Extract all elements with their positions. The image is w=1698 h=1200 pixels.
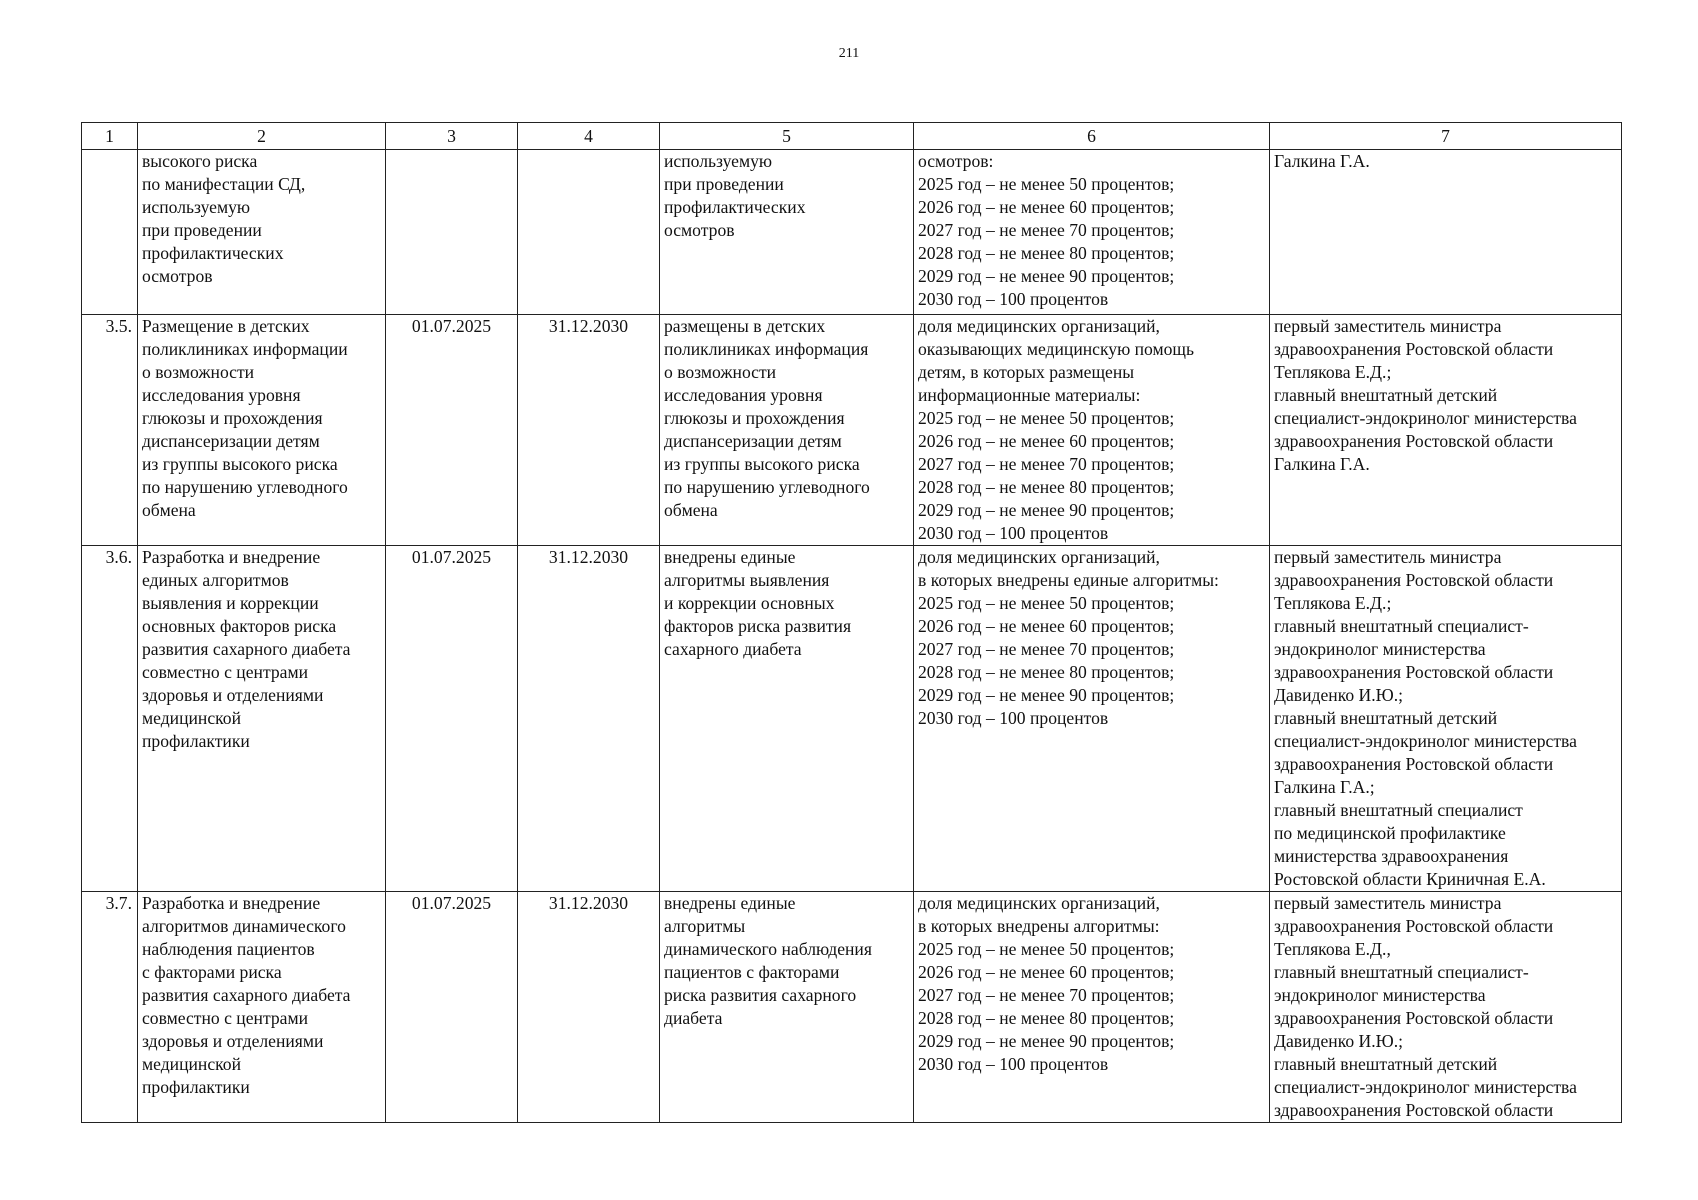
text-line: совместно с центрами (142, 662, 309, 682)
text-line: исследования уровня (142, 385, 301, 405)
text-line: при проведении (664, 174, 784, 194)
text-line: факторов риска развития (664, 616, 852, 636)
text-line: специалист-эндокринолог министерства (1274, 1077, 1577, 1097)
text-line: используемую (664, 151, 773, 171)
text-line: профилактических (142, 243, 284, 263)
text-line: 2030 год – 100 процентов (918, 708, 1109, 728)
text-line: диабета (664, 1008, 723, 1028)
text-line: высокого риска (142, 151, 258, 171)
text-line: здравоохранения Ростовской области (1274, 1100, 1554, 1120)
text-line: из группы высокого риска (664, 454, 860, 474)
text-line: 2029 год – не менее 90 процентов; (918, 266, 1175, 286)
column-number: 1 (82, 123, 138, 150)
column-number: 4 (518, 123, 660, 150)
text-line: в которых внедрены алгоритмы: (918, 916, 1160, 936)
text-line: осмотров (142, 266, 213, 286)
text-line: здравоохранения Ростовской области (1274, 916, 1554, 936)
text-line: 2027 год – не менее 70 процентов; (918, 220, 1175, 240)
indicator-cell (914, 892, 1270, 1123)
text-line: Галкина Г.А. (1274, 151, 1370, 171)
text-line: 2028 год – не менее 80 процентов; (918, 243, 1175, 263)
table-row (82, 315, 1622, 546)
text-line: доля медицинских организаций, (918, 893, 1160, 913)
text-line: 2026 год – не менее 60 процентов; (918, 197, 1175, 217)
text-line: пациентов с факторами (664, 962, 840, 982)
text-line: оказывающих медицинскую помощь (918, 339, 1194, 359)
text-line: 2028 год – не менее 80 процентов; (918, 477, 1175, 497)
text-line: 2025 год – не менее 50 процентов; (918, 174, 1175, 194)
item-number (82, 150, 138, 315)
text-line: первый заместитель министра (1274, 893, 1502, 913)
text-line: развития сахарного диабета (142, 985, 351, 1005)
text-line: 2030 год – 100 процентов (918, 1054, 1109, 1074)
text-line: 2027 год – не менее 70 процентов; (918, 985, 1175, 1005)
text-line: профилактики (142, 1077, 250, 1097)
text-line: при проведении (142, 220, 262, 240)
responsible-cell (1270, 315, 1622, 546)
text-line: 2029 год – не менее 90 процентов; (918, 500, 1175, 520)
indicator-cell (914, 150, 1270, 315)
column-number: 6 (914, 123, 1270, 150)
text-line: 2025 год – не менее 50 процентов; (918, 939, 1175, 959)
item-number: 3.5. (82, 315, 138, 546)
text-line: динамического наблюдения (664, 939, 872, 959)
end-date: 31.12.2030 (518, 892, 660, 1123)
text-line: специалист-эндокринолог министерства (1274, 731, 1577, 751)
text-line: здоровья и отделениями (142, 1031, 324, 1051)
text-line: осмотров: (918, 151, 994, 171)
text-line: профилактики (142, 731, 250, 751)
text-line: размещены в детских (664, 316, 826, 336)
text-line: исследования уровня (664, 385, 823, 405)
text-line: алгоритмы (664, 916, 746, 936)
page-number: 211 (838, 46, 860, 61)
column-number: 3 (386, 123, 518, 150)
text-line: главный внештатный детский (1274, 708, 1498, 728)
text-line: наблюдения пациентов (142, 939, 315, 959)
text-line: главный внештатный специалист- (1274, 962, 1529, 982)
text-line: министерства здравоохранения (1274, 846, 1509, 866)
text-line: выявления и коррекции (142, 593, 319, 613)
text-line: главный внештатный детский (1274, 385, 1498, 405)
text-line: Давиденко И.Ю.; (1274, 685, 1404, 705)
column-number: 5 (660, 123, 914, 150)
text-line: 2028 год – не менее 80 процентов; (918, 662, 1175, 682)
text-line: по манифестации СД, (142, 174, 306, 194)
responsible-cell (1270, 546, 1622, 892)
text-line: по медицинской профилактике (1274, 823, 1506, 843)
text-line: о возможности (142, 362, 255, 382)
text-line: главный внештатный специалист- (1274, 616, 1529, 636)
end-date: 31.12.2030 (518, 315, 660, 546)
text-line: здравоохранения Ростовской области (1274, 1008, 1554, 1028)
text-line: информационные материалы: (918, 385, 1141, 405)
text-line: Теплякова Е.Д.; (1274, 362, 1392, 382)
text-line: здоровья и отделениями (142, 685, 324, 705)
text-line: диспансеризации детям (664, 431, 842, 451)
table-row (82, 150, 1622, 315)
text-line: Теплякова Е.Д., (1274, 939, 1391, 959)
text-line: единых алгоритмов (142, 570, 289, 590)
text-line: главный внештатный детский (1274, 1054, 1498, 1074)
text-line: главный внештатный специалист (1274, 800, 1523, 820)
column-number: 2 (138, 123, 386, 150)
text-line: и коррекции основных (664, 593, 835, 613)
text-line: 2025 год – не менее 50 процентов; (918, 408, 1175, 428)
text-line: детям, в которых размещены (918, 362, 1135, 382)
table-row (82, 892, 1622, 1123)
text-line: по нарушению углеводного (142, 477, 348, 497)
indicator-cell (914, 546, 1270, 892)
text-line: обмена (142, 500, 196, 520)
text-line: с факторами риска (142, 962, 282, 982)
plan-table (81, 122, 1622, 1123)
text-line: Теплякова Е.Д.; (1274, 593, 1392, 613)
text-line: здравоохранения Ростовской области (1274, 431, 1554, 451)
start-date: 01.07.2025 (386, 315, 518, 546)
start-date: 01.07.2025 (386, 892, 518, 1123)
table-body (82, 150, 1622, 1123)
start-date: 01.07.2025 (386, 546, 518, 892)
item-number: 3.6. (82, 546, 138, 892)
result-cell (660, 315, 914, 546)
text-line: первый заместитель министра (1274, 316, 1502, 336)
text-line: о возможности (664, 362, 777, 382)
event-cell (138, 315, 386, 546)
item-number: 3.7. (82, 892, 138, 1123)
text-line: 2028 год – не менее 80 процентов; (918, 1008, 1175, 1028)
table-row (82, 546, 1622, 892)
responsible-cell (1270, 150, 1622, 315)
end-date: 31.12.2030 (518, 546, 660, 892)
text-line: 2027 год – не менее 70 процентов; (918, 639, 1175, 659)
text-line: риска развития сахарного (664, 985, 857, 1005)
event-cell (138, 150, 386, 315)
text-line: глюкозы и прохождения (142, 408, 323, 428)
text-line: Давиденко И.Ю.; (1274, 1031, 1404, 1051)
text-line: 2027 год – не менее 70 процентов; (918, 454, 1175, 474)
event-cell (138, 546, 386, 892)
text-line: эндокринолог министерства (1274, 639, 1486, 659)
text-line: обмена (664, 500, 718, 520)
text-line: профилактических (664, 197, 806, 217)
text-line: 2026 год – не менее 60 процентов; (918, 431, 1175, 451)
text-line: используемую (142, 197, 251, 217)
result-cell (660, 150, 914, 315)
text-line: основных факторов риска (142, 616, 337, 636)
text-line: 2030 год – 100 процентов (918, 289, 1109, 309)
text-line: 2030 год – 100 процентов (918, 523, 1109, 543)
result-cell (660, 546, 914, 892)
text-line: 2025 год – не менее 50 процентов; (918, 593, 1175, 613)
event-cell (138, 892, 386, 1123)
text-line: поликлиниках информация (664, 339, 869, 359)
text-line: Разработка и внедрение (142, 893, 321, 913)
text-line: по нарушению углеводного (664, 477, 870, 497)
text-line: развития сахарного диабета (142, 639, 351, 659)
text-line: здравоохранения Ростовской области (1274, 662, 1554, 682)
start-date (386, 150, 518, 315)
text-line: алгоритмы выявления (664, 570, 830, 590)
text-line: в которых внедрены единые алгоритмы: (918, 570, 1219, 590)
text-line: Галкина Г.А.; (1274, 777, 1375, 797)
text-line: доля медицинских организаций, (918, 547, 1160, 567)
end-date (518, 150, 660, 315)
column-number-row (82, 123, 1622, 150)
text-line: Размещение в детских (142, 316, 310, 336)
text-line: первый заместитель министра (1274, 547, 1502, 567)
text-line: диспансеризации детям (142, 431, 320, 451)
text-line: доля медицинских организаций, (918, 316, 1160, 336)
text-line: глюкозы и прохождения (664, 408, 845, 428)
text-line: здравоохранения Ростовской области (1274, 754, 1554, 774)
text-line: здравоохранения Ростовской области (1274, 339, 1554, 359)
text-line: сахарного диабета (664, 639, 802, 659)
text-line: эндокринолог министерства (1274, 985, 1486, 1005)
text-line: Галкина Г.А. (1274, 454, 1370, 474)
text-line: медицинской (142, 708, 241, 728)
text-line: медицинской (142, 1054, 241, 1074)
text-line: 2029 год – не менее 90 процентов; (918, 1031, 1175, 1051)
column-number: 7 (1270, 123, 1622, 150)
text-line: внедрены единые (664, 547, 796, 567)
text-line: 2026 год – не менее 60 процентов; (918, 616, 1175, 636)
text-line: внедрены единые (664, 893, 796, 913)
result-cell (660, 892, 914, 1123)
text-line: Разработка и внедрение (142, 547, 321, 567)
text-line: из группы высокого риска (142, 454, 338, 474)
text-line: осмотров (664, 220, 735, 240)
indicator-cell (914, 315, 1270, 546)
text-line: Ростовской области Криничная Е.А. (1274, 869, 1546, 889)
text-line: поликлиниках информации (142, 339, 348, 359)
text-line: совместно с центрами (142, 1008, 309, 1028)
text-line: 2026 год – не менее 60 процентов; (918, 962, 1175, 982)
text-line: здравоохранения Ростовской области (1274, 570, 1554, 590)
text-line: специалист-эндокринолог министерства (1274, 408, 1577, 428)
text-line: 2029 год – не менее 90 процентов; (918, 685, 1175, 705)
text-line: алгоритмов динамического (142, 916, 346, 936)
responsible-cell (1270, 892, 1622, 1123)
